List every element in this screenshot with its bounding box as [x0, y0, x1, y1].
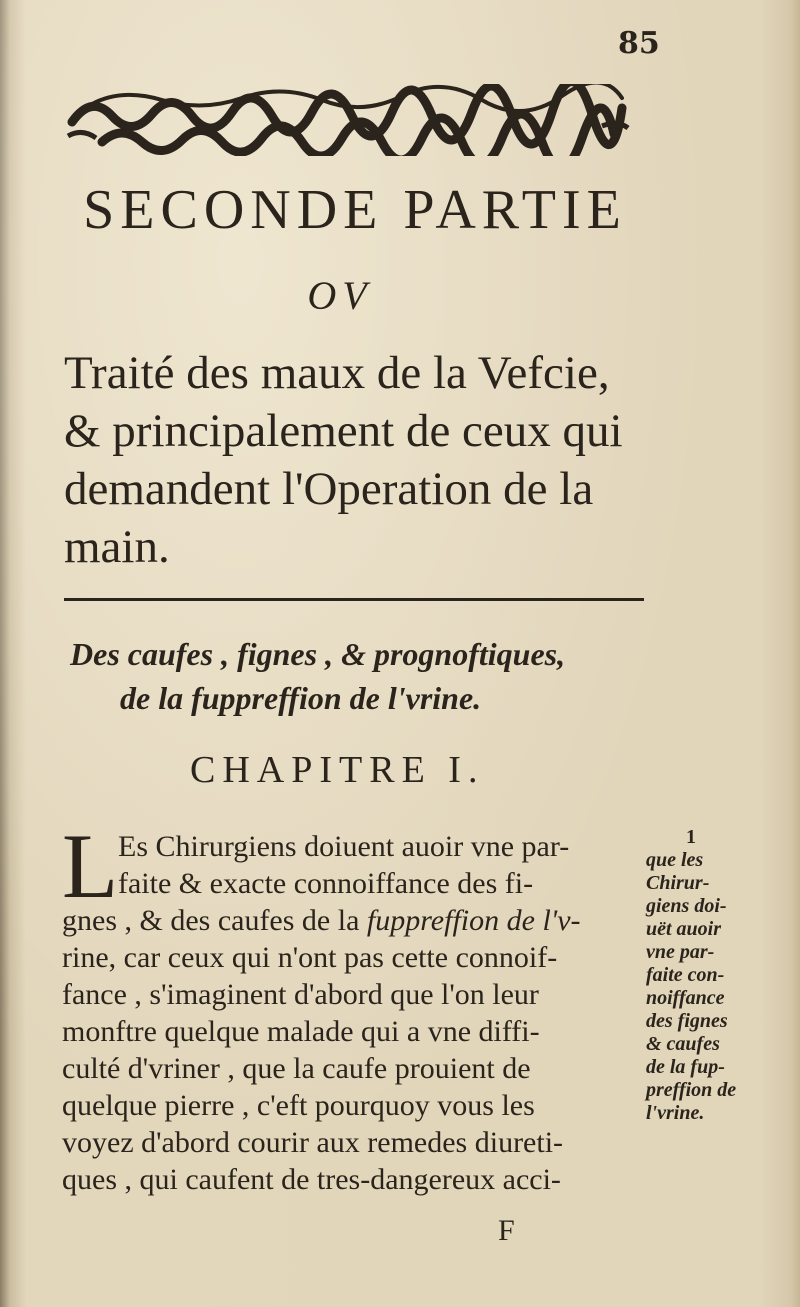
chapter-caption — [70, 632, 660, 720]
body-line: quelque pierre , c'eft pourquoy vous les — [62, 1089, 535, 1122]
margin-line: preffion de — [646, 1079, 737, 1101]
signature-mark: F — [498, 1214, 515, 1247]
margin-line: uët auoir — [646, 918, 722, 940]
margin-line: Chirur- — [646, 872, 710, 894]
margin-line: l'vrine. — [646, 1102, 705, 1124]
margin-line: vne par- — [646, 941, 715, 963]
body-line — [62, 902, 622, 939]
body-text — [62, 815, 622, 1198]
chapter-heading: CHAPITRE I. — [190, 749, 485, 791]
body-line: rine, car ceux qui n'ont pas cette connoif- — [62, 941, 558, 974]
body-line: Es Chirurgiens doiuent auoir vne par- — [118, 830, 570, 863]
body-italic-fragment: fuppreffion de l'v- — [366, 904, 581, 937]
margin-line: que les — [646, 849, 704, 871]
body-line: fance , s'imaginent d'abord que l'on leur — [62, 978, 539, 1011]
body-line: faite & exacte connoiffance des fi- — [118, 867, 534, 900]
margin-line: giens doi- — [646, 895, 727, 917]
body-line: ques , qui caufent de tres-dangereux acci- — [62, 1163, 561, 1196]
ornament-band-icon — [62, 84, 630, 156]
caption-line: de la fuppreffion de l'vrine. — [120, 680, 482, 716]
margin-number: 1 — [686, 826, 696, 848]
body-line-text: gnes , & des caufes de la — [62, 904, 367, 937]
margin-line: & caufes — [646, 1033, 720, 1055]
conjunction-ov: OV — [307, 273, 373, 318]
drop-cap: L — [62, 815, 119, 917]
page-number: 85 — [618, 26, 660, 61]
section-subtitle — [64, 344, 654, 576]
body-line: culté d'vriner , que la caufe prouient de — [62, 1052, 531, 1085]
section-title: SECONDE PARTIE — [83, 179, 627, 241]
subtitle-line: & principalement de ceux qui — [64, 405, 623, 457]
subtitle-line: demandent l'Operation de la — [64, 463, 594, 515]
horizontal-rule — [64, 598, 644, 601]
margin-note — [646, 826, 796, 1125]
margin-line: de la fup- — [646, 1056, 725, 1078]
margin-line: noiffance — [646, 987, 725, 1009]
body-line: monftre quelque malade qui a vne diffi- — [62, 1015, 540, 1048]
body-line: voyez d'abord courir aux remedes diureti- — [62, 1126, 564, 1159]
subtitle-line: Traité des maux de la Vefcie, — [64, 347, 610, 399]
subtitle-line: main. — [64, 521, 170, 573]
margin-line: faite con- — [646, 964, 725, 986]
caption-line: Des caufes , fignes , & prognoftiques, — [70, 636, 566, 672]
margin-line: des fignes — [646, 1010, 728, 1032]
